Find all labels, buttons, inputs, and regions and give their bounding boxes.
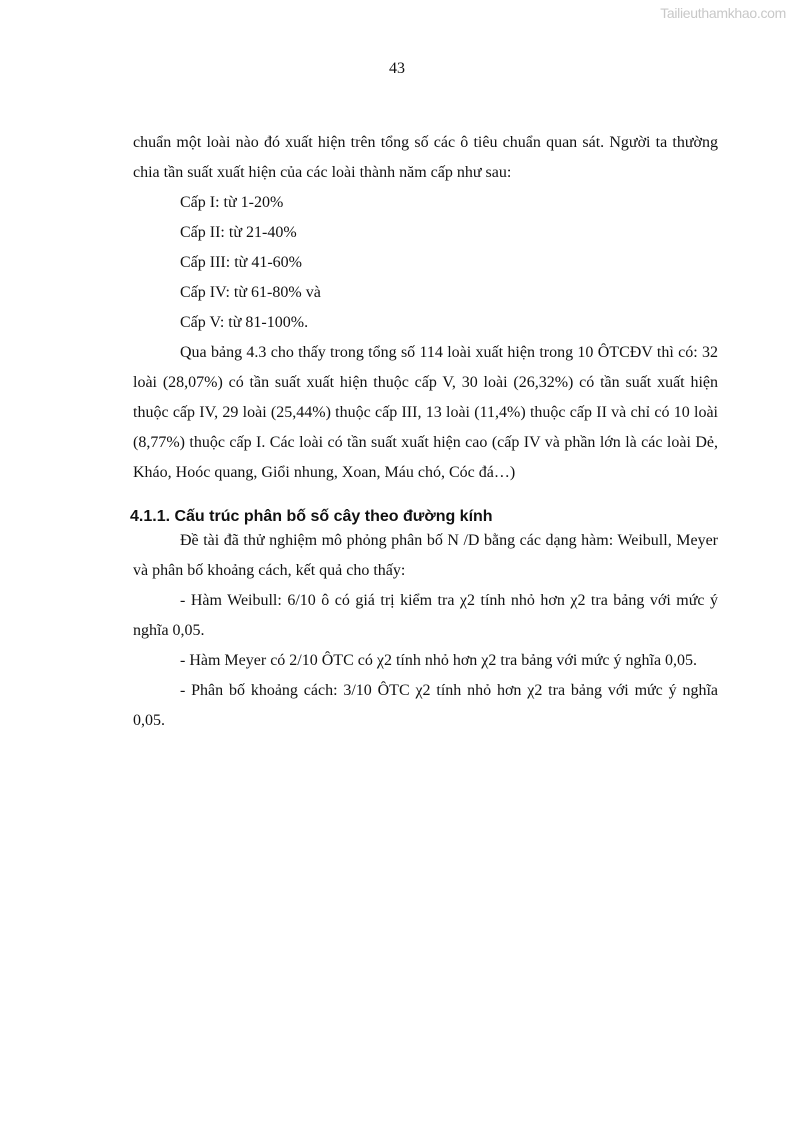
result-meyer: - Hàm Meyer có 2/10 ÔTC có χ2 tính nhỏ hơn χ2 tra bảng với mức ý nghĩa 0,05. xyxy=(180,652,698,669)
intro-paragraph: chuẩn một loài nào đó xuất hiện trên tổng số các ô tiêu chuẩn quan sát. Người ta thường chia tần suất xuất hiện của các loài thành năm cấp như sau: xyxy=(133,134,718,181)
frequency-level-5: Cấp V: từ 81-100%. xyxy=(180,314,309,331)
frequency-level-1: Cấp I: từ 1-20% xyxy=(180,194,284,211)
section-heading: 4.1.1. Cấu trúc phân bố số cây theo đường kính xyxy=(130,508,493,525)
frequency-level-2: Cấp II: từ 21-40% xyxy=(180,224,297,241)
summary-paragraph: Qua bảng 4.3 cho thấy trong tổng số 114 loài xuất hiện trong 10 ÔTCĐV thì có: 32 loài (28,07%) có tần suất xuất hiện thuộc cấp V, 30 loài (26,32%) có tần suất xuất hiện thuộc cấp IV, 29 loài (25,44%) thuộc cấp III, 13 loài (11,4%) thuộc cấp II và chỉ có 10 loài (8,77%) thuộc cấp I. Các loài có tần suất xuất hiện cao (cấp IV và phần lớn là các loài Dẻ, Kháo, Hoóc quang, Giổi nhung, Xoan, Máu chó, Cóc đá…) xyxy=(133,344,718,481)
result-distance-distribution: - Phân bố khoảng cách: 3/10 ÔTC χ2 tính nhỏ hơn χ2 tra bảng với mức ý nghĩa 0,05. xyxy=(133,682,718,729)
result-weibull: - Hàm Weibull: 6/10 ô có giá trị kiểm tra χ2 tính nhỏ hơn χ2 tra bảng với mức ý nghĩa 0,05. xyxy=(133,592,718,639)
section-intro-paragraph: Đề tài đã thử nghiệm mô phỏng phân bố N /D bằng các dạng hàm: Weibull, Meyer và phân bố khoảng cách, kết quả cho thấy: xyxy=(133,532,718,579)
frequency-level-3: Cấp III: từ 41-60% xyxy=(180,254,302,271)
frequency-level-4: Cấp IV: từ 61-80% và xyxy=(180,284,321,301)
watermark: Tailieuthamkhao.com xyxy=(660,5,786,21)
document-body xyxy=(130,128,718,736)
page-number: 43 xyxy=(389,60,405,77)
